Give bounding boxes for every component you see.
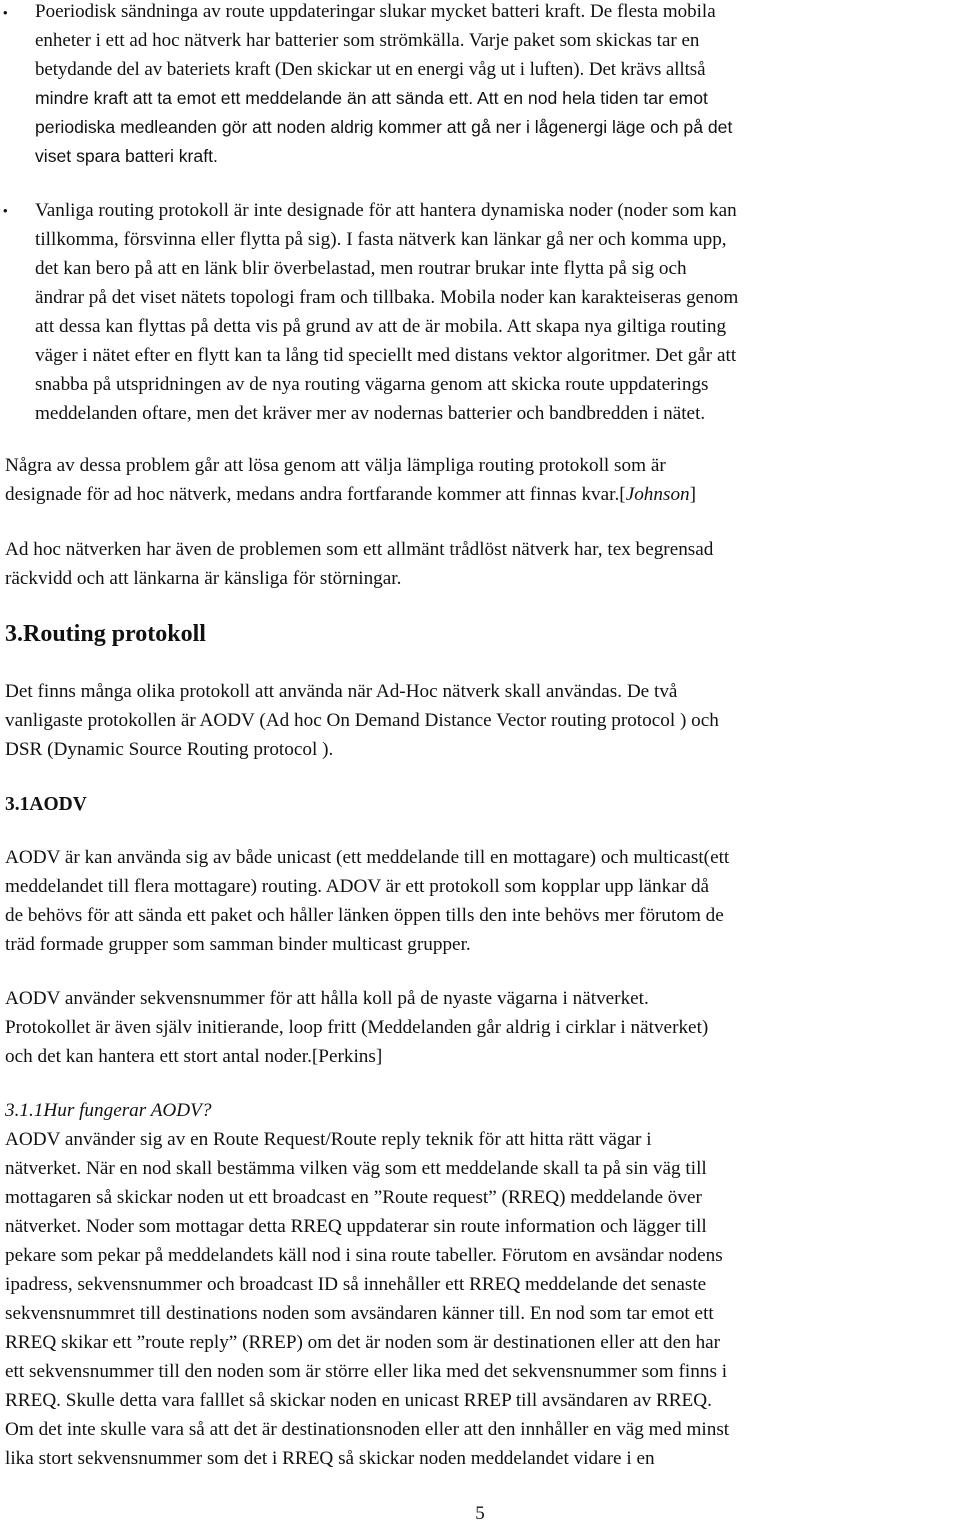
text-line: AODV använder sekvensnummer för att hålla koll på de nyaste vägarna i nätverket.: [5, 988, 649, 1009]
text-line: det kan bero på att en länk blir överbelastad, men routrar brukar inte flytta på sig och: [35, 258, 687, 279]
text-line: mottagaren så skickar noden ut ett broadcast en ”Route request” (RREQ) meddelande över: [5, 1187, 702, 1208]
text-line: enheter i ett ad hoc nätverk har batterier som strömkälla. Varje paket som skickas tar en: [35, 30, 700, 51]
paragraph-aodv-intro: [5, 843, 957, 959]
text-line: ett sekvensnummer till den noden som är större eller lika med det sekvensnummer som finns i: [5, 1361, 728, 1382]
paragraph-wireless: [5, 535, 957, 593]
citation: Johnson: [625, 484, 690, 505]
bullet-item-battery: [35, 0, 957, 171]
bullet-marker: •: [3, 203, 8, 218]
text-line: Några av dessa problem går att lösa genom att välja lämpliga routing protokoll som är: [5, 455, 666, 476]
subsection-heading: 3.1AODV: [5, 794, 87, 815]
text-line: vanligaste protokollen är AODV (Ad hoc On Demand Distance Vector routing protocol ) och: [5, 710, 719, 731]
text-line: AODV är kan använda sig av både unicast (ett meddelande till en mottagare) och multicast(ett: [5, 847, 730, 868]
page-number: 5: [475, 1503, 485, 1524]
text-line: räckvidd och att länkarna är känsliga för störningar.: [5, 568, 402, 589]
text-line: lika stort sekvensnummer som det i RREQ så skickar noden meddelandet vidare i en: [5, 1448, 655, 1469]
text-line: väger i nätet efter en flytt kan ta lång tid speciellt med distans vektor algoritmer. Det går att: [35, 345, 737, 366]
text-line: nätverket. Noder som mottagar detta RREQ uppdaterar sin route information och lägger till: [5, 1216, 707, 1237]
text-line: mindre kraft att ta emot ett meddelande än att sända ett. Att en nod hela tiden tar emot: [35, 88, 708, 108]
text-span: designade för ad hoc nätverk, medans andra fortfarande kommer att finnas kvar.[: [5, 484, 626, 505]
section-heading: 3.Routing protokoll: [5, 621, 206, 647]
text-line: Det finns många olika protokoll att använda när Ad-Hoc nätverk skall användas. De två: [5, 681, 678, 702]
text-line: meddelanden oftare, men det kräver mer av nodernas batterier och bandbredden i nätet.: [35, 403, 706, 424]
text-line: Om det inte skulle vara så att det är destinationsnoden eller att den innhåller en väg med minst: [5, 1419, 730, 1440]
text-line: träd formade grupper som samman binder multicast grupper.: [5, 934, 471, 955]
paragraph-aodv-seq: [5, 984, 957, 1071]
text-span: ]: [689, 484, 697, 505]
text-line: ändrar på det viset nätets topologi fram och tillbaka. Mobila noder kan karakteiseras genom: [35, 287, 739, 308]
text-line: Poeriodisk sändninga av route uppdateringar slukar mycket batteri kraft. De flesta mobila: [35, 1, 716, 22]
text-line: nätverket. När en nod skall bestämma vilken väg som ett meddelande skall ta på sin väg till: [5, 1158, 707, 1179]
text-line: viset spara batteri kraft.: [35, 146, 218, 166]
paragraph-protocols: [5, 677, 957, 764]
text-line: och det kan hantera ett stort antal noder.[Perkins]: [5, 1046, 383, 1067]
text-line: Ad hoc nätverken har även de problemen som ett allmänt trådlöst nätverk har, tex begrensad: [5, 539, 714, 560]
text-line: meddelandet till flera mottagare) routing. ADOV är ett protokoll som kopplar upp länkar då: [5, 876, 710, 897]
paragraph-aodv-how: [5, 1125, 957, 1473]
text-line: RREQ. Skulle detta vara falllet så skickar noden en unicast RREP till avsändaren av RREQ.: [5, 1390, 712, 1411]
subsubsection-heading: 3.1.1Hur fungerar AODV?: [5, 1100, 212, 1121]
text-line: sekvensnummret till destinations noden som avsändaren känner till. En nod som tar emot ett: [5, 1303, 714, 1324]
text-line: periodiska medleanden gör att noden aldrig kommer att gå ner i lågenergi läge och på det: [35, 117, 733, 137]
text-line: snabba på utspridningen av de nya routing vägarna genom att skicka route uppdaterings: [35, 374, 709, 395]
text-line: betydande del av bateriets kraft (Den skickar ut en energi våg ut i luften). Det krävs alltså: [35, 59, 706, 80]
bullet-marker: •: [3, 5, 8, 20]
text-line: pekare som pekar på meddelandets käll nod i sina route tabeller. Förutom en avsändar nodens: [5, 1245, 723, 1266]
paragraph-problems: [5, 451, 957, 509]
text-line: tillkomma, försvinna eller flytta på sig). I fasta nätverk kan länkar gå ner och komma upp,: [35, 229, 727, 250]
text-line: de behövs för att sända ett paket och håller länken öppen tills den inte behövs mer förutom de: [5, 905, 724, 926]
text-line: ipadress, sekvensnummer och broadcast ID så innehåller ett RREQ meddelande det senaste: [5, 1274, 707, 1295]
text-line: AODV använder sig av en Route Request/Route reply teknik för att hitta rätt vägar i: [5, 1129, 652, 1150]
text-line: att dessa kan flyttas på detta vis på grund av att de är mobila. Att skapa nya giltiga routing: [35, 316, 727, 337]
text-line: DSR (Dynamic Source Routing protocol ).: [5, 739, 334, 760]
text-line: [5, 480, 957, 509]
text-line: Vanliga routing protokoll är inte designade för att hantera dynamiska noder (noder som kan: [35, 200, 737, 221]
text-line: RREQ skikar ett ”route reply” (RREP) om det är noden som är destinationen eller att den har: [5, 1332, 721, 1353]
bullet-item-routing: [35, 196, 957, 428]
text-line: Protokollet är även själv initierande, loop fritt (Meddelanden går aldrig i cirklar i nätverket): [5, 1017, 709, 1038]
